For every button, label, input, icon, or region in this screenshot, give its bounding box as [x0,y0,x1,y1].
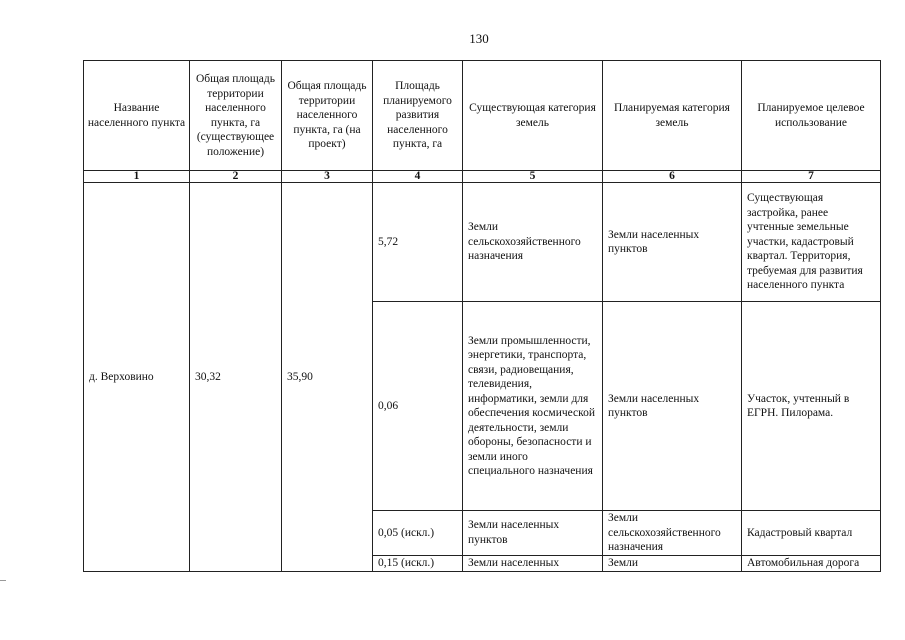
planned-use: Существующая застройка, ранее учтенные земельные участки, кадастровый квартал. Территория, требуемая для развития населенного пункта [742,183,881,302]
land-category-table [83,60,881,572]
existing-category: Земли населенных [463,555,603,571]
planned-use: Автомобильная дорога [742,555,881,571]
header-existing-category: Существующая категория земель [463,61,603,171]
planned-category: Земли населенных пунктов [603,183,742,302]
settlement-area-existing: 30,32 [190,183,282,572]
planned-use: Участок, учтенный в ЕГРН. Пилорама. [742,302,881,511]
settlement-area-project: 35,90 [282,183,373,572]
header-area-project: Общая площадь территории населенного пункта, га (на проект) [282,61,373,171]
development-area: 0,06 [373,302,463,511]
existing-category: Земли населенных пунктов [463,511,603,556]
settlement-name: д. Верховино [84,183,190,572]
page-number: 130 [469,31,489,46]
column-number-row [84,171,881,183]
column-number: 1 [84,171,190,183]
header-planned-category: Планируемая категория земель [603,61,742,171]
development-area: 5,72 [373,183,463,302]
column-number: 6 [603,171,742,183]
column-number: 3 [282,171,373,183]
header-planned-development-area: Площадь планируемого развития населенного пункта, га [373,61,463,171]
existing-category: Земли сельскохозяйственного назначения [463,183,603,302]
planned-category: Земли населенных пунктов [603,302,742,511]
development-area: 0,05 (искл.) [373,511,463,556]
planned-category: Земли [603,555,742,571]
header-planned-use: Планируемое целевое использование [742,61,881,171]
column-number: 4 [373,171,463,183]
header-settlement-name: Название населенного пункта [84,61,190,171]
existing-category: Земли промышленности, энергетики, транспорта, связи, радиовещания, телевидения, информатики, земли для обеспечения космической деятельности, земли обороны, безопасности и земли иного специального назначения [463,302,603,511]
column-number: 5 [463,171,603,183]
planned-category: Земли сельскохозяйственного назначения [603,511,742,556]
column-number: 7 [742,171,881,183]
header-area-existing: Общая площадь территории населенного пункта, га (существующее положение) [190,61,282,171]
planned-use: Кадастровый квартал [742,511,881,556]
development-area: 0,15 (искл.) [373,555,463,571]
table-header-row [84,61,881,171]
table-row [84,183,881,302]
margin-mark [0,580,6,581]
column-number: 2 [190,171,282,183]
